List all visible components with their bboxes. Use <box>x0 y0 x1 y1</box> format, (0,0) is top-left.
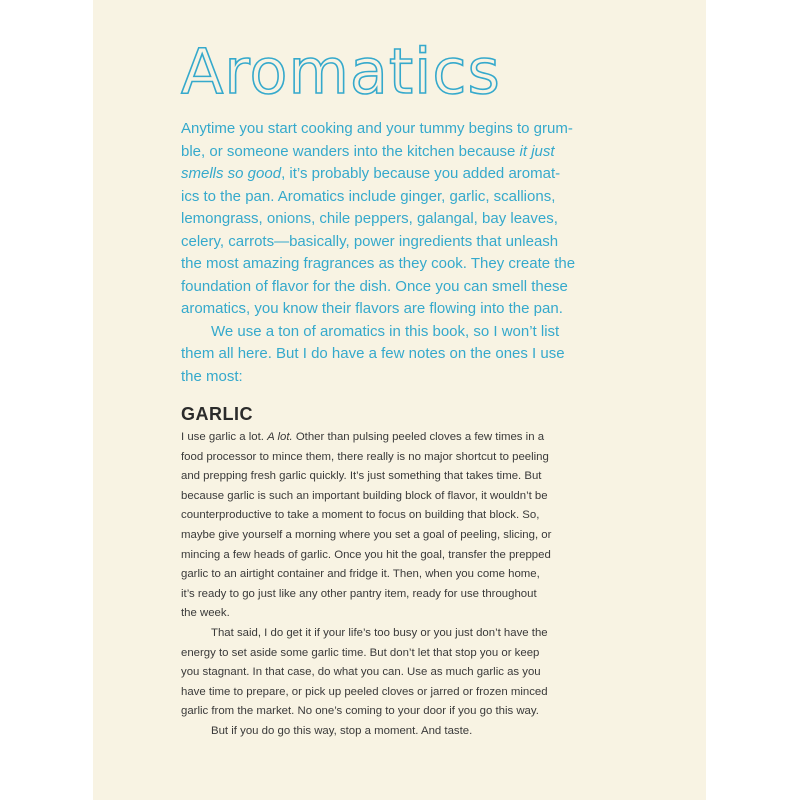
intro-line-text: lemongrass, onions, chile peppers, galangal, bay leaves, <box>181 210 558 227</box>
intro-line <box>181 208 617 231</box>
body-line <box>181 467 617 487</box>
body-line-text: maybe give yourself a morning where you set a goal of peeling, slicing, or <box>181 528 552 541</box>
book-page <box>93 0 706 800</box>
intro-line-text: the most amazing fragrances as they cook. They create the <box>181 255 576 272</box>
body-line-text: it’s ready to go just like any other pantry item, ready for use throughout <box>181 587 537 600</box>
body-line-text: food processor to mince them, there really is no major shortcut to peeling <box>181 450 549 463</box>
intro-italic-text: it just <box>519 142 555 160</box>
body-line <box>181 585 617 605</box>
intro-line <box>181 186 617 209</box>
body-line <box>181 565 617 585</box>
body-line-text: Other than pulsing peeled cloves a few times in a <box>292 431 545 443</box>
intro-line <box>181 118 617 141</box>
body-line-text: energy to set aside some garlic time. But don’t let that stop you or keep <box>181 646 540 659</box>
intro-line-text: Anytime you start cooking and your tummy begins to grum- <box>181 120 573 137</box>
page-title: Aromatics <box>181 35 501 108</box>
body-line <box>181 506 617 526</box>
body-line <box>181 448 617 468</box>
intro-line <box>181 276 617 299</box>
body-line-text: you stagnant. In that case, do what you can. Use as much garlic as you <box>181 666 541 679</box>
body-line <box>181 644 617 664</box>
body-line <box>181 546 617 566</box>
intro-line-text: celery, carrots—basically, power ingredients that unleash <box>181 232 559 250</box>
body-line-text: garlic from the market. No one’s coming to your door if you go this way. <box>181 705 539 718</box>
intro-line <box>181 163 617 186</box>
body-line-text: That said, I do get it if your life’s too busy or you just don’t have the <box>211 626 548 639</box>
intro-line <box>181 298 617 321</box>
body-line <box>181 526 617 546</box>
intro-line <box>181 343 617 366</box>
body-line-text: I use garlic a lot. <box>181 431 268 443</box>
body-line <box>181 722 617 742</box>
intro-text <box>181 118 617 388</box>
intro-line <box>181 321 617 344</box>
intro-line-text: them all here. But I do have a few notes on the ones I use <box>181 345 565 362</box>
intro-line-text: the most: <box>181 367 243 385</box>
body-line-text: have time to prepare, or pick up peeled cloves or jarred or frozen minced <box>181 685 548 698</box>
intro-line-text: We use a ton of aromatics in this book, so I won’t list <box>211 322 560 340</box>
body-line <box>181 683 617 703</box>
intro-line <box>181 141 617 164</box>
body-line-text: and prepping fresh garlic quickly. It’s just something that takes time. But <box>181 470 542 483</box>
body-line <box>181 624 617 644</box>
body-line <box>181 487 617 507</box>
intro-line-text: ble, or someone wanders into the kitchen because <box>181 142 520 160</box>
intro-line-text: , it’s probably because you added aromat- <box>281 165 561 182</box>
intro-line <box>181 253 617 276</box>
body-line-text: counterproductive to take a moment to focus on building that block. So, <box>181 509 540 522</box>
body-line-text: mincing a few heads of garlic. Once you hit the goal, transfer the prepped <box>181 548 551 561</box>
section-body-garlic <box>181 428 617 742</box>
body-line-text: But if you do go this way, stop a moment. And taste. <box>211 724 473 737</box>
intro-line-text: foundation of flavor for the dish. Once you can smell these <box>181 277 568 295</box>
body-line <box>181 428 617 448</box>
intro-line <box>181 366 617 389</box>
body-line <box>181 663 617 683</box>
body-line-text: the week. <box>181 607 230 620</box>
intro-italic-text: smells so good <box>181 165 282 182</box>
intro-line <box>181 231 617 254</box>
body-line-text: because garlic is such an important building block of flavor, it wouldn’t be <box>181 489 548 502</box>
body-line <box>181 604 617 624</box>
body-italic-text: A lot. <box>267 431 293 443</box>
body-line <box>181 702 617 722</box>
body-line-text: garlic to an airtight container and fridge it. Then, when you come home, <box>181 568 540 581</box>
intro-line-text: aromatics, you know their flavors are flowing into the pan. <box>181 300 563 317</box>
section-heading-garlic: GARLIC <box>181 404 253 424</box>
intro-line-text: ics to the pan. Aromatics include ginger, garlic, scallions, <box>181 187 556 205</box>
